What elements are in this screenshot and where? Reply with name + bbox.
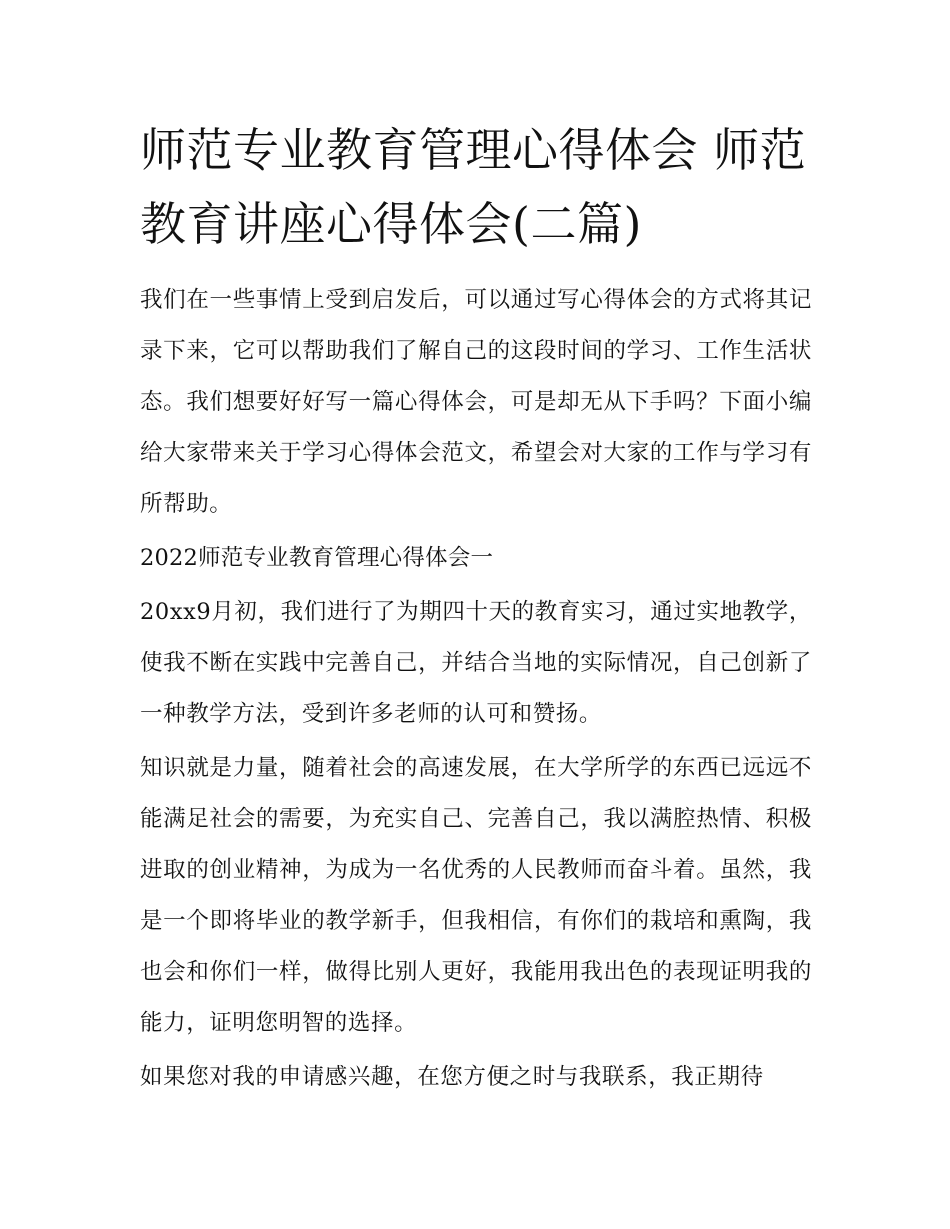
section-heading: 2022师范专业教育管理心得体会一 xyxy=(140,545,494,571)
document-page xyxy=(140,113,812,1103)
document-body xyxy=(140,275,812,1103)
body-paragraph: 20xx9月初，我们进行了为期四十天的教育实习，通过实地教学，使我不断在实践中完善自己，并结合当地的实际情况，自己创新了一种教学方法，受到许多老师的认可和赞扬。 xyxy=(140,599,812,727)
body-paragraph: 如果您对我的申请感兴趣，在您方便之时与我联系，我正期待 xyxy=(140,1064,764,1090)
intro-paragraph: 我们在一些事情上受到启发后，可以通过写心得体会的方式将其记录下来，它可以帮助我们了解自己的这段时间的学习、工作生活状态。我们想要好好写一篇心得体会，可是却无从下手吗？下面小编给大家带来关于学习心得体会范文，希望会对大家的工作与学习有所帮助。 xyxy=(140,287,812,517)
document-title: 师范专业教育管理心得体会 师范教育讲座心得体会(二篇) xyxy=(140,123,807,251)
body-paragraph: 知识就是力量，随着社会的高速发展，在大学所学的东西已远远不能满足社会的需要，为充实自己、完善自己，我以满腔热情、积极进取的创业精神，为成为一名优秀的人民教师而奋斗着。虽然，我是一个即将毕业的教学新手，但我相信，有你们的栽培和熏陶，我也会和你们一样，做得比别人更好，我能用我出色的表现证明我的能力，证明您明智的选择。 xyxy=(140,755,812,1036)
